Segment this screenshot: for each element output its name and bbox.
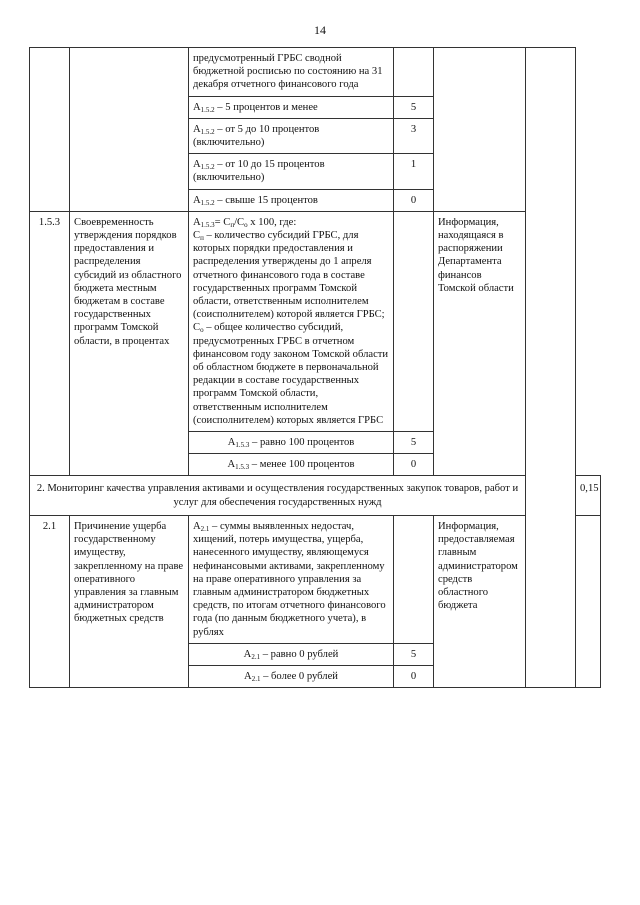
weight-cell (576, 515, 601, 687)
condition-cell: $А_{1.5.2}$ – от 5 до 10 процентов (включительно) (189, 118, 394, 153)
score-cell (394, 48, 434, 97)
table-row (30, 515, 601, 643)
score-cell: 3 (394, 118, 434, 153)
section-title: 2. Мониторинг качества управления активами и осуществления государственных закупок товаров, работ и услуг для обеспечения государственных нужд (30, 476, 526, 515)
score-cell: 5 (394, 643, 434, 665)
score-cell: 0 (394, 189, 434, 211)
score-cell: 5 (394, 96, 434, 118)
page-number: 14 (314, 23, 326, 37)
table-row (30, 211, 601, 431)
condition-cell: $А_{1.5.2}$ – свыше 15 процентов (189, 189, 394, 211)
score-cell: 5 (394, 432, 434, 454)
name-cell (70, 48, 189, 212)
condition-cell: $А_{1.5.3}$ – менее 100 процентов (189, 454, 394, 476)
source-cell: Информация, предоставляемая главным администратором средств областного бюджета (434, 515, 526, 687)
condition-cell: $А_{1.5.2} - 5$ процентов и менее (189, 96, 394, 118)
score-cell: 0 (394, 454, 434, 476)
formula-cell: $А_{2.1}$ – суммы выявленных недостач, хищений, потерь имущества, ущерба, нанесенного имуществу, являющемуся нефинансовыми активами, закрепленному на праве оперативного управления за главным администратором бюджетных средств, по итогам отчетного финансового года (по данным бюджетного учета), в рублях (189, 515, 394, 643)
score-cell (394, 515, 434, 643)
formula-cell: $А_{1.5.3}= С_п/С_о$ х 100, где: $С_п$ – количество субсидий ГРБС, для которых порядки предоставления и распределения утверждены до 1 апреля отчетного финансового года в составе государственных программ Томской области, ответственным исполнителем (соисполнителем) которой является ГРБС; $С_о$ – общее количество субсидий, предусмотренных ГРБС в отчетном финансовом году законом Томской области об областном бюджете в первоначальной редакции в составе государственных программ Томской области, ответственным исполнителем (соисполнителем) которых является ГРБС (189, 211, 394, 431)
num-cell: 1.5.3 (30, 211, 70, 476)
section-weight: 0,15 (576, 476, 601, 515)
num-cell: 2.1 (30, 515, 70, 687)
table-row (30, 48, 601, 97)
condition-cell: $А_{1.5.3}$ – равно 100 процентов (189, 432, 394, 454)
score-cell (394, 211, 434, 431)
criteria-table (29, 47, 601, 688)
name-cell: Своевременность утверждения порядков предоставления и распределения субсидий из областного бюджета местным бюджетам в составе государственных программ Томской области, в процентах (70, 211, 189, 476)
formula-cell: предусмотренный ГРБС сводной бюджетной росписью по состоянию на 31 декабря отчетного финансового года (189, 48, 394, 97)
name-cell: Причинение ущерба государственному имуществу, закрепленному на праве оперативного управления за главным администратором бюджетных средств (70, 515, 189, 687)
source-cell (434, 48, 526, 212)
score-cell: 1 (394, 154, 434, 189)
source-cell: Информация, находящаяся в распоряжении Департамента финансов Томской области (434, 211, 526, 476)
condition-cell: $А_{2.1}$ – равно 0 рублей (189, 643, 394, 665)
weight-cell (526, 48, 576, 688)
score-cell: 0 (394, 665, 434, 687)
condition-cell: $А_{1.5.2}$ – от 10 до 15 процентов (включительно) (189, 154, 394, 189)
condition-cell: $А_{2.1}$ – более 0 рублей (189, 665, 394, 687)
num-cell (30, 48, 70, 212)
section-row (30, 476, 601, 515)
